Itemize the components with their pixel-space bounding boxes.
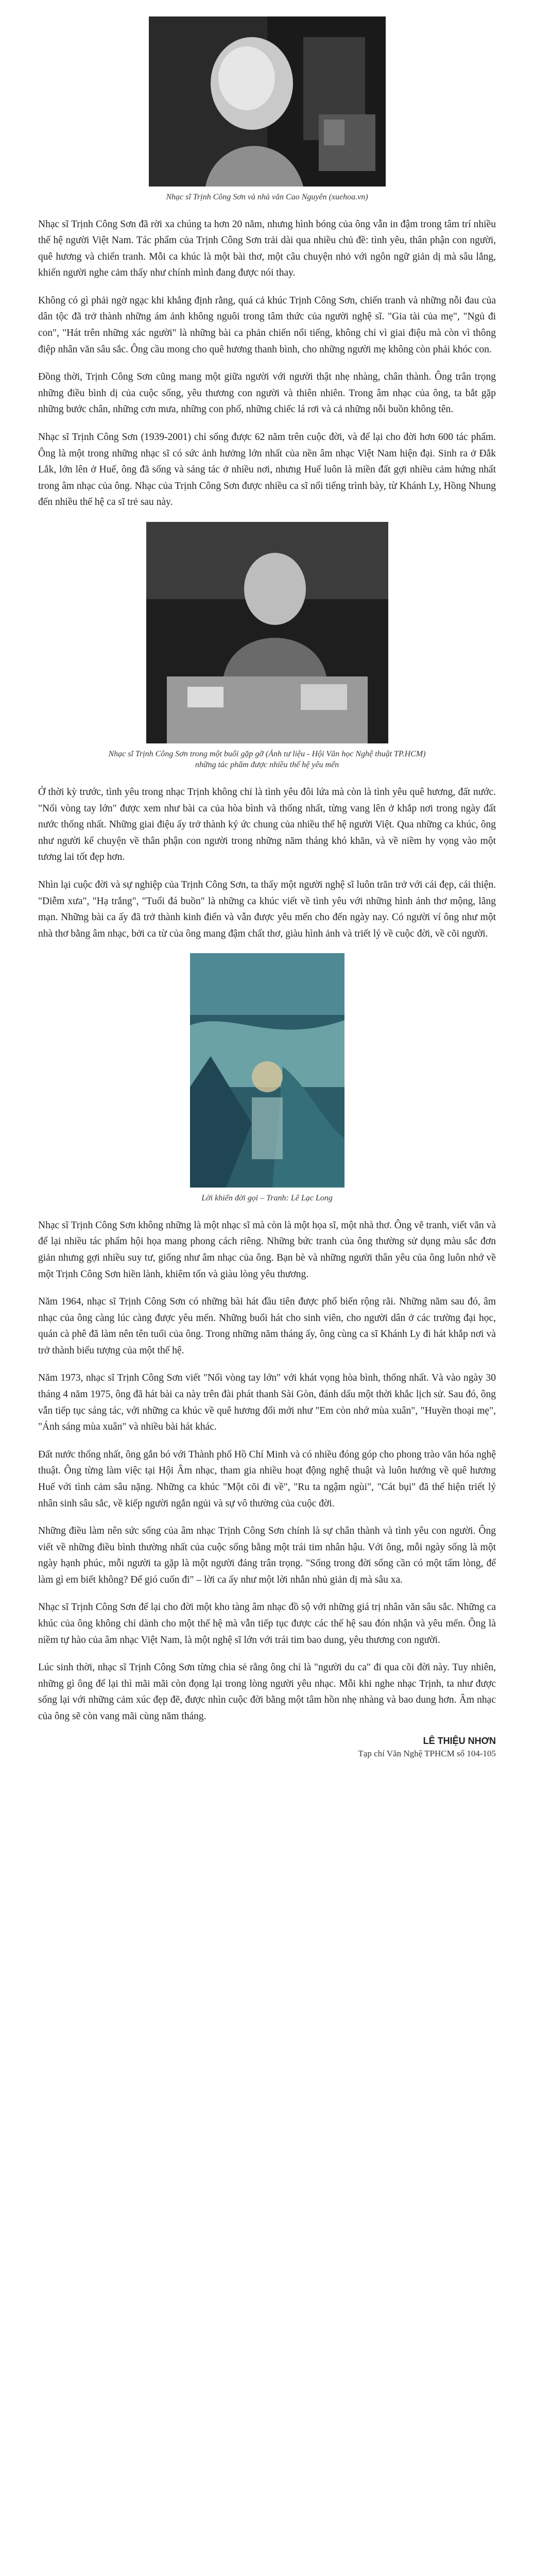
paragraph: Đất nước thống nhất, ông gắn bó với Thành phố Hồ Chí Minh và có nhiều đóng góp cho phong trào văn hóa nghệ thuật. Ông từng làm việc tại Hội Âm nhạc, tham gia nhiều hoạt động nghệ thuật và luôn hướng về quê hương Huế với tình cảm sâu nặng. Những ca khúc "Một cõi đi về", "Ru ta ngậm ngùi", "Cát bụi" đã thể hiện triết lý nhân sinh sâu sắc, về kiếp người ngắn ngủi và sự vô thường của cuộc đời. [38, 1449, 496, 1509]
figure-2-caption-line-1: Nhạc sĩ Trịnh Công Sơn trong một buổi gặp gỡ (Ảnh tư liệu - Hội Văn học Nghệ thuật TP.HCM) [108, 749, 426, 758]
painting-blue-abstract [190, 953, 344, 1188]
paragraph: Không có gì phải ngờ ngạc khi khẳng định rằng, quá cả khúc Trịnh Công Sơn, chiến tranh và những nỗi đau của dân tộc đã trở thành những ám ảnh không nguôi trong tâm thức của người nghệ sĩ. "Gia tài của mẹ", "Ngủ đi con", "Hát trên những xác người" là những bài ca phản chiến nổi tiếng, không chỉ vì giai điệu mà còn vì thông điệp nhân văn sâu sắc. Ông cầu mong cho quê hương thanh bình, cho những người mẹ không còn phải khóc con. [38, 295, 496, 355]
figure-1-caption: Nhạc sĩ Trịnh Công Sơn và nhà văn Cao Nguyên (xuehoa.vn) [166, 193, 368, 201]
figure-2 [38, 522, 496, 771]
source-line: Tạp chí Văn Nghệ TPHCM số 104-105 [358, 1749, 496, 1759]
paragraph: Những điều làm nên sức sống của âm nhạc Trịnh Công Sơn chính là sự chân thành và tình yêu con người. Ông viết về những điều bình thường nhất của cuộc sống bằng một trái tim nhân hậu. Với ông, mỗi ngày sống là một ngày hạnh phúc, mỗi người ta gặp là một người đáng trân trọng. "Sống trong đời sống cần có một tấm lòng, để làm gì em biết không? Để gió cuốn đi" – lời ca ấy như một lời nhắn nhủ giản dị mà sâu xa. [38, 1526, 496, 1585]
paragraph: Nhạc sĩ Trịnh Công Sơn để lại cho đời một kho tàng âm nhạc đồ sộ với những giá trị nhân văn sâu sắc. Những ca khúc của ông không chỉ dành cho một thế hệ mà vẫn tiếp tục được các thế hệ sau đón nhận và yêu mến. Ông là niềm tự hào của âm nhạc Việt Nam, là một nghệ sĩ lớn với trái tim bao dung, yêu thương con người. [38, 1602, 496, 1646]
figure-3 [38, 953, 496, 1204]
paragraph: Đồng thời, Trịnh Công Sơn cũng mang một giữa người với người thật nhẹ nhàng, chân thành. Ông trân trọng những điều bình dị của cuộc sống, yêu thương con người và thiên nhiên. Trong âm nhạc của ông, ta bắt gặp những bước chân, những cơn mưa, những con phố, những chiếc lá rơi và cả những nỗi buồn không tên. [38, 371, 496, 415]
painting-graphic [190, 953, 344, 1188]
paragraph: Nhạc sĩ Trịnh Công Sơn không những là một nhạc sĩ mà còn là một họa sĩ, một nhà thơ. Ông vẽ tranh, viết văn và để lại nhiều tác phẩm hội họa mang phong cách riêng. Những bức tranh của ông thường sử dụng màu sắc đơn giản nhưng gợi nhiều suy tư, giống như âm nhạc của ông. Bạn bè và những người thân yêu của ông luôn nhớ về một Trịnh Công Sơn hiền lành, khiêm tốn và giàu lòng yêu thương. [38, 1219, 496, 1280]
paragraph: Năm 1973, nhạc sĩ Trịnh Công Sơn viết "Nối vòng tay lớn" với khát vọng hòa bình, thống nhất. Và vào ngày 30 tháng 4 năm 1975, ông đã hát bài ca này trên đài phát thanh Sài Gòn, đánh dấu một thời khắc lịch sử. Sau đó, ông vẫn tiếp tục sáng tác, với những ca khúc về quê hương đổi mới như "Em còn nhớ mùa xuân", "Huyền thoại mẹ", "Ánh sáng mùa xuân" và nhiều bài hát khác. [38, 1372, 496, 1433]
paragraph: Nhạc sĩ Trịnh Công Sơn đã rời xa chúng ta hơn 20 năm, nhưng hình bóng của ông vẫn in đậm trong tâm trí nhiều thế hệ người Việt Nam. Tác phẩm của Trịnh Công Sơn trải dài qua nhiều chủ đề: tình yêu, thân phận con người, quê hương và chiến tranh. Mỗi ca khúc là một bài thơ, một câu chuyện nhỏ với ngôn ngữ giản dị mà sâu lắng, khiến người nghe cảm thấy như chính mình đang được nói thay. [38, 218, 496, 279]
photo-woman-portrait [149, 16, 386, 187]
photo-man-at-table [146, 522, 388, 743]
paragraph: Nhìn lại cuộc đời và sự nghiệp của Trịnh Công Sơn, ta thấy một người nghệ sĩ luôn trăn trở với cái đẹp, cái thiện. "Diễm xưa", "Hạ trắng", "Tuổi đá buồn" là những ca khúc viết về tình yêu với những hình ảnh thơ mộng, lãng mạn. Những bài ca ấy đã trở thành kinh điển và vẫn được yêu mến cho đến ngày nay. Có người ví ông như một nhà thơ bằng âm nhạc, bởi ca từ của ông mang đậm chất thơ, giàu hình ảnh và triết lý về cuộc đời, về cõi người. [38, 879, 496, 939]
paragraph: Năm 1964, nhạc sĩ Trịnh Công Sơn có những bài hát đầu tiên được phổ biến rộng rãi. Những năm sau đó, âm nhạc của ông càng lúc càng được yêu mến. Những buổi hát cho sinh viên, cho người dân ở các trường đại học, quán cà phê đã làm nên tên tuổi của ông. Trong những năm tháng ấy, ông cùng ca sĩ Khánh Ly đi hát khắp nơi và trở thành biểu tượng của một thế hệ. [38, 1296, 496, 1356]
figure-2-caption [38, 749, 496, 771]
photo-2-graphic [146, 522, 388, 743]
figure-2-caption-line-2: những tác phẩm được nhiều thế hệ yêu mến [195, 760, 339, 770]
paragraph: Lúc sinh thời, nhạc sĩ Trịnh Công Sơn từng chia sẻ rằng ông chỉ là "người du ca" đi qua cõi đời này. Tuy nhiên, những gì ông để lại thì mãi mãi còn đọng lại trong lòng người yêu nhạc. Mỗi khi nghe nhạc Trịnh, ta như được sống lại với những cảm xúc đẹp đẽ, được nhìn cuộc đời bằng một tâm hồn nhẹ nhàng và bao dung hơn. Âm nhạc của ông sẽ còn vang mãi cùng năm tháng. [38, 1662, 496, 1722]
photo-1-graphic [149, 16, 386, 187]
article [0, 7, 534, 1759]
paragraph: Ở thời kỳ trước, tình yêu trong nhạc Trịnh không chỉ là tình yêu đôi lứa mà còn là tình yêu quê hương, đất nước. "Nối vòng tay lớn" được xem như bài ca của hòa bình và thống nhất, từng vang lên ở khắp nơi trong ngày đất nước thống nhất. Những giai điệu ấy trở thành ký ức chung của nhiều thế hệ người Việt. Qua những ca khúc, ông như người kể chuyện về thân phận con người trong những năm tháng khó khăn, và về niềm hy vọng vào một tương lai tốt đẹp hơn. [38, 787, 496, 863]
top-margin [0, 0, 534, 7]
author-name: LÊ THIỆU NHƠN [423, 1736, 496, 1747]
figure-1 [38, 16, 496, 203]
figure-3-caption: Lời khiến đời gọi – Tranh: Lê Lạc Long [201, 1194, 333, 1203]
paragraph: Nhạc sĩ Trịnh Công Sơn (1939-2001) chỉ sống được 62 năm trên cuộc đời, và để lại cho đời hơn 600 tác phẩm. Ông là một trong những nhạc sĩ có sức ảnh hưởng lớn nhất của nền âm nhạc Việt Nam hiện đại. Sinh ra ở Đắk Lắk, lớn lên ở Huế, ông đã sống và sáng tác ở nhiều nơi, nhưng Huế luôn là miền đất gợi nhiều cảm hứng nhất trong âm nhạc của ông. Nhạc của Trịnh Công Sơn được nhiều ca sĩ nổi tiếng trình bày, từ Khánh Ly, Hồng Nhung đến nhiều thế hệ ca sĩ trẻ sau này. [38, 431, 496, 508]
signature [38, 1736, 496, 1759]
